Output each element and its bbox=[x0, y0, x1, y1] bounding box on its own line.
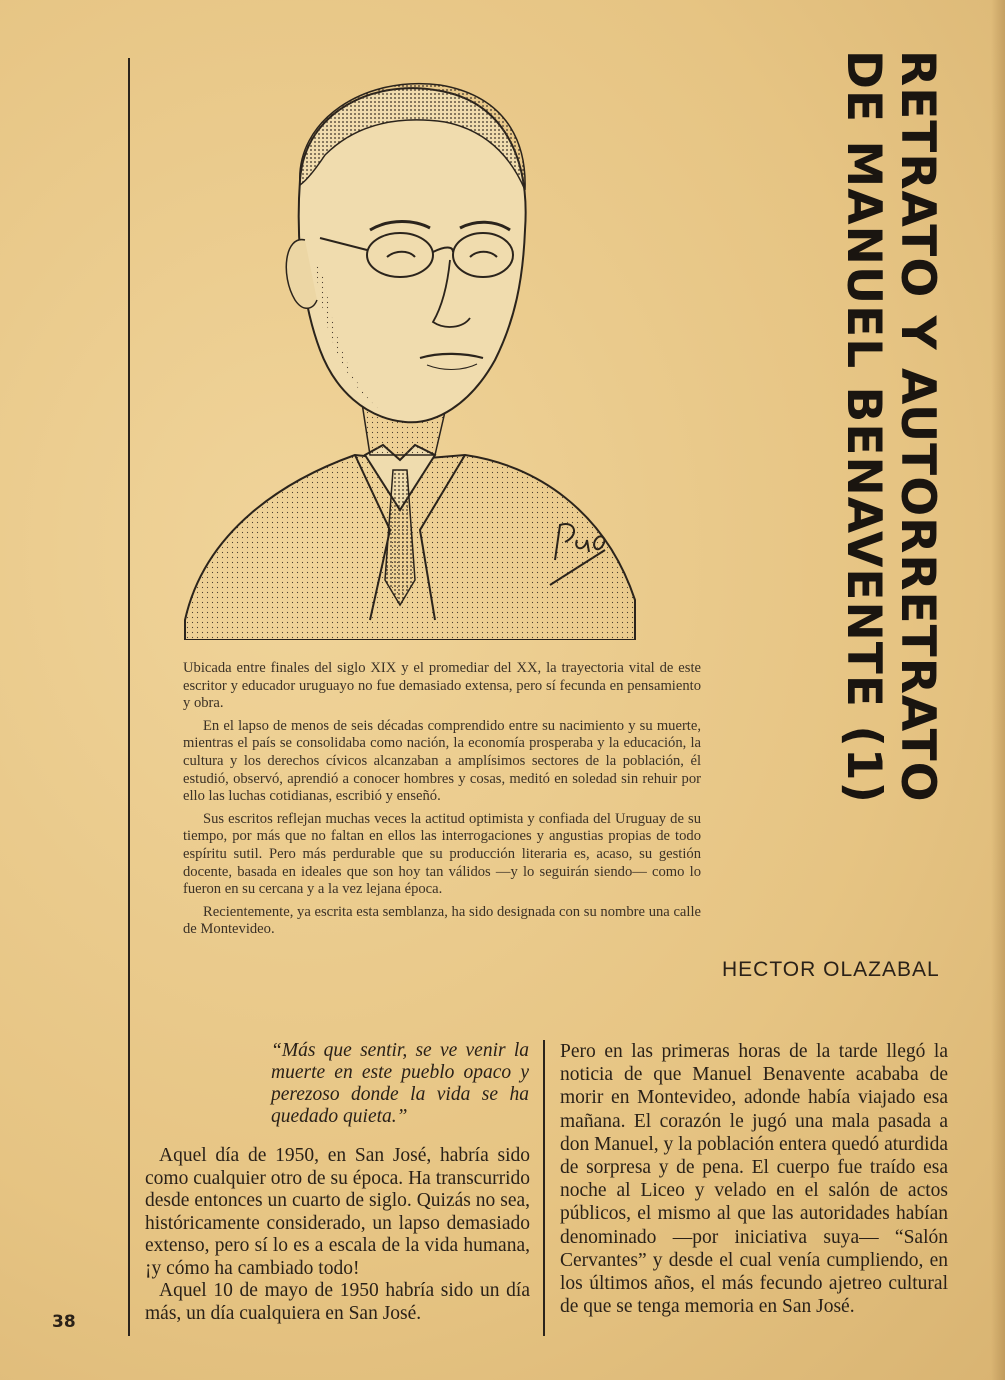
body-paragraph: Aquel día de 1950, en San José, habría sido como cualquier otro de su época. Ha transcurrido desde entonces un cuarto de siglo. Quizás no sea, históricamente considerado, un lapso demasiado extenso, pero sí lo es a escala de la vida humana, ¡y cómo ha cambiado todo! bbox=[145, 1145, 530, 1279]
intro-paragraph: En el lapso de menos de seis décadas comprendido entre su nacimiento y su muerte, mientras el país se consolidaba como nación, la economía prosperaba y la educación, la cultura y los derechos cívicos alcanzaban a amplísimos sectores de la población, él estudió, observó, aprendió a conocer hombres y cosas, meditó en soledad sin rehuir por ello las luchas cotidianas, escribió y enseñó. bbox=[183, 717, 701, 805]
intro-paragraph: Ubicada entre finales del siglo XIX y el promediar del XX, la trayectoria vital de este escritor y educador uruguayo no fue demasiado extensa, pero sí fecunda en pensamiento y obra. bbox=[183, 660, 701, 712]
author-byline: HECTOR OLAZABAL bbox=[722, 958, 940, 981]
title-line-1: RETRATO Y AUTORRETRATO bbox=[890, 50, 945, 803]
body-column-left bbox=[145, 1145, 530, 1325]
intro-paragraph: Sus escritos reflejan muchas veces la actitud optimista y confiada del Uruguay de su tiempo, por más que no faltan en ellos las interrogaciones y angustias propias de todo espíritu sutil. Pero más perdurable que su producción literaria es, acaso, su gestión docente, basada en ideales que son hoy tan válidos —y lo seguirán siendo— como lo fueron en su cercana y a la vez lejana época. bbox=[183, 810, 701, 898]
body-paragraph: Aquel 10 de mayo de 1950 habría sido un día más, un día cualquiera en San José. bbox=[145, 1280, 530, 1324]
epigraph-quote: “Más que sentir, se ve venir la muerte en este pueblo opaco y perezoso donde la vida se ha quedado quieta.” bbox=[271, 1040, 529, 1127]
column-divider-rule bbox=[543, 1040, 545, 1336]
intro-text bbox=[183, 660, 701, 944]
left-vertical-rule bbox=[128, 58, 130, 1336]
article-title bbox=[835, 50, 945, 810]
page-edge-shadow bbox=[991, 0, 1005, 1380]
body-column-right bbox=[560, 1040, 948, 1318]
title-line-2: DE MANUEL BENAVENTE (1) bbox=[836, 50, 891, 805]
portrait-illustration bbox=[165, 60, 645, 640]
intro-paragraph: Recientemente, ya escrita esta semblanza, ha sido designada con su nombre una calle de Montevideo. bbox=[183, 903, 701, 938]
page-number: 38 bbox=[52, 1312, 76, 1332]
body-paragraph: Pero en las primeras horas de la tarde llegó la noticia de que Manuel Benavente acababa de morir en Montevideo, adonde había viajado esa mañana. El corazón le jugó una mala pasada a don Manuel, y la población entera quedó aturdida de sorpresa y de pena. El cuerpo fue traído esa noche al Liceo y velado en el salón de actos públicos, el mismo al que las autoridades habían denominado —por iniciativa suya— “Salón Cervantes” y desde el cual venía cumpliendo, en los últimos años, el más fecundo ajetreo cultural de que se tenga memoria en San José. bbox=[560, 1041, 948, 1318]
